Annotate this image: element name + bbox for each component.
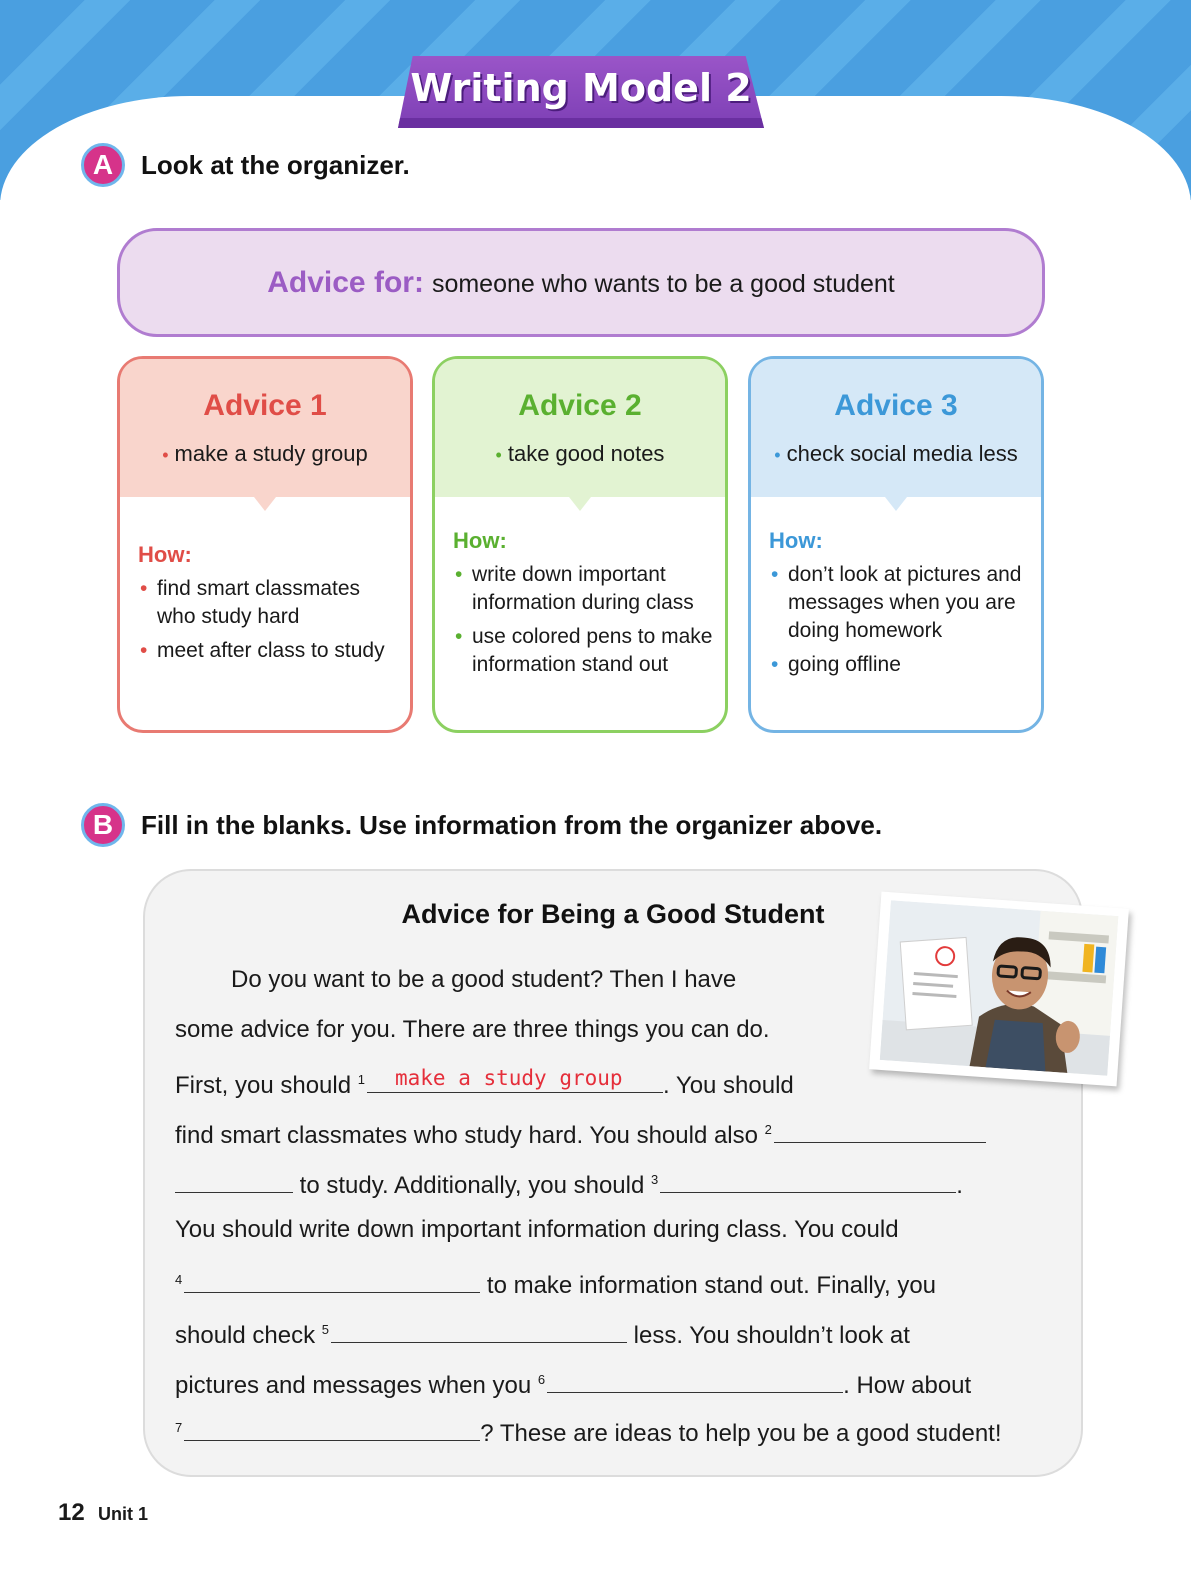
passage-text: should check <box>175 1322 316 1349</box>
advice-card-title: Advice 3 <box>834 389 958 422</box>
advice-card-header <box>120 359 410 497</box>
passage-text: . <box>956 1172 963 1199</box>
advice-card-header <box>435 359 725 497</box>
passage-line-5 <box>175 1160 963 1200</box>
advice-point-text: check social media less <box>786 441 1018 466</box>
unit-label: Unit 1 <box>98 1504 149 1524</box>
passage-line-3 <box>175 1060 794 1100</box>
passage-title-text: Advice for Being a Good Student <box>401 899 825 929</box>
passage-line-1: Do you want to be a good student? Then I have <box>231 966 737 993</box>
advice-card-point: • take good notes <box>495 441 665 466</box>
advice-card-3 <box>748 356 1044 733</box>
advice-card-point: • check social media less <box>774 441 1018 466</box>
blank-5[interactable] <box>331 1314 627 1343</box>
passage-line-6: You should write down important information during class. You could <box>175 1216 899 1243</box>
how-item: • write down important information during class <box>453 561 713 617</box>
blank-2-continued[interactable] <box>175 1164 293 1193</box>
advice-for-label: Advice for: <box>267 266 424 299</box>
blank-number: 4 <box>175 1272 183 1287</box>
blank-number: 1 <box>357 1072 365 1087</box>
passage-text: to make information stand out. Finally, you <box>486 1272 937 1299</box>
blank-number: 6 <box>537 1372 546 1387</box>
advice-point-text: make a study group <box>174 441 368 466</box>
advice-for-value: someone who wants to be a good student <box>431 270 895 298</box>
section-b-instruction: Fill in the blanks. Use information from the organizer above. <box>141 810 883 840</box>
passage-text: . How about <box>843 1372 972 1399</box>
how-item: • don’t look at pictures and messages when you are doing homework <box>769 561 1029 645</box>
how-list <box>769 561 1029 685</box>
blank-1[interactable] <box>367 1064 663 1093</box>
passage-text: . You should <box>662 1072 794 1099</box>
section-a-instruction: Look at the organizer. <box>141 150 410 180</box>
how-item: • meet after class to study <box>138 637 398 665</box>
how-label: How: <box>453 528 507 553</box>
how-item: • find smart classmates who study hard <box>138 575 398 631</box>
passage-text: First, you should <box>175 1072 352 1099</box>
advice-card-header <box>751 359 1041 497</box>
passage-text: to study. Additionally, you should <box>299 1172 645 1199</box>
speech-pointer <box>254 497 276 511</box>
how-label: How: <box>138 542 192 567</box>
advice-card-title: Advice 1 <box>203 389 327 422</box>
page-title: Writing Model 2 <box>410 66 752 110</box>
blank-number: 5 <box>321 1322 329 1337</box>
passage-line-4 <box>175 1110 986 1150</box>
blank-number: 7 <box>175 1420 183 1435</box>
blank-number: 2 <box>764 1122 772 1137</box>
blank-7[interactable] <box>184 1412 480 1441</box>
page-number: 12 <box>58 1499 85 1526</box>
blank-4[interactable] <box>184 1264 480 1293</box>
how-item: • use colored pens to make information stand out <box>453 623 713 679</box>
advice-point-text: take good notes <box>507 441 665 466</box>
blank-1-answer: make a study group <box>394 1066 623 1090</box>
passage-line-7 <box>175 1260 936 1300</box>
passage-line-8 <box>175 1310 910 1350</box>
how-label: How: <box>769 528 823 553</box>
speech-pointer <box>569 497 591 511</box>
blank-number: 3 <box>651 1172 659 1187</box>
passage-text: pictures and messages when you <box>175 1372 532 1399</box>
advice-card-point: • make a study group <box>162 441 368 466</box>
blank-3[interactable] <box>660 1164 956 1193</box>
advice-for-box <box>117 228 1045 337</box>
how-list <box>453 561 713 685</box>
blank-2[interactable] <box>774 1114 986 1143</box>
student-photo-image <box>880 900 1119 1076</box>
passage-line-9 <box>175 1360 971 1400</box>
section-a-badge: A <box>81 143 125 187</box>
advice-card-1 <box>117 356 413 733</box>
speech-pointer <box>885 497 907 511</box>
section-b-badge: B <box>81 803 125 847</box>
passage-text: less. You shouldn’t look at <box>633 1322 910 1349</box>
advice-card-2 <box>432 356 728 733</box>
blank-6[interactable] <box>547 1364 843 1393</box>
passage-text: find smart classmates who study hard. You should also <box>175 1122 758 1149</box>
advice-card-title: Advice 2 <box>518 389 642 422</box>
passage-text: ? These are ideas to help you be a good student! <box>480 1420 1002 1447</box>
how-item: • going offline <box>769 651 1029 679</box>
student-photo <box>869 892 1129 1087</box>
passage-line-2: some advice for you. There are three things you can do. <box>175 1016 770 1043</box>
how-list <box>138 575 398 671</box>
passage-line-10 <box>175 1408 1002 1448</box>
